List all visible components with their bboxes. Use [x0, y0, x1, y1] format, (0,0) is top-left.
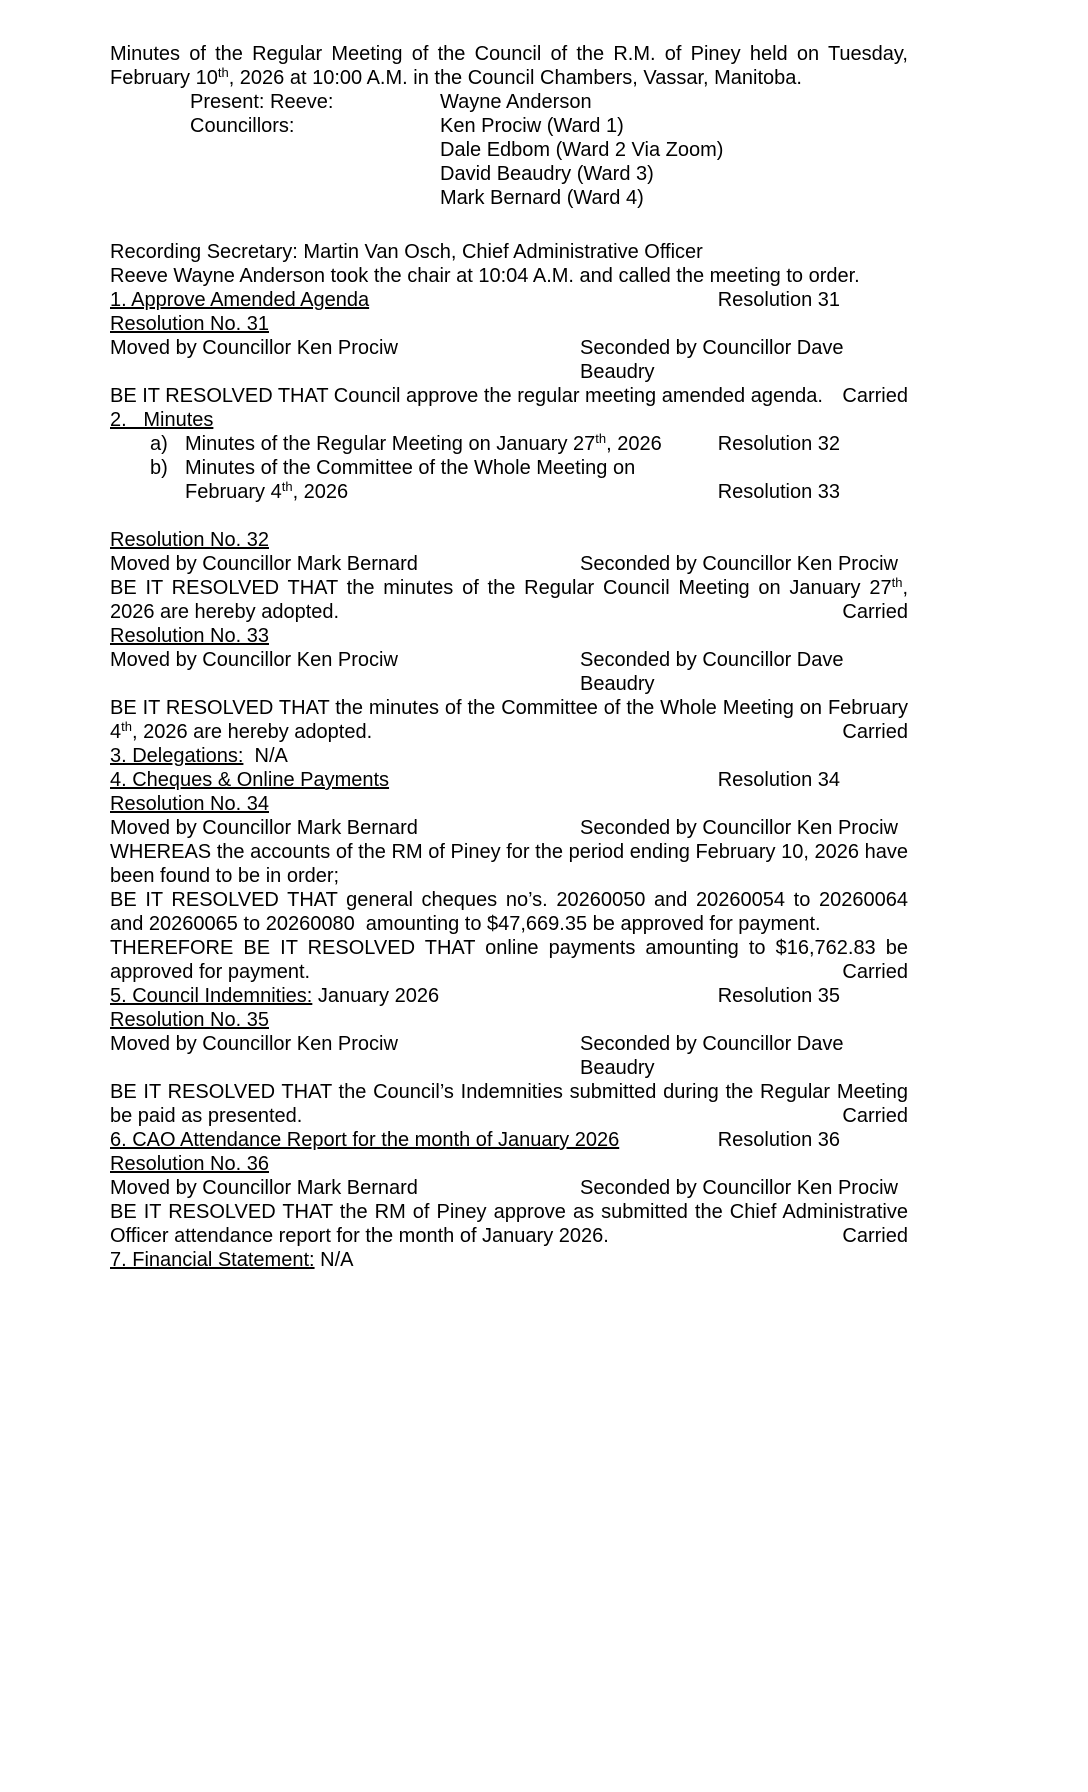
carried-label: Carried [842, 601, 908, 623]
minutes-item-a: a) Minutes of the Regular Meeting on January 27th, 2026 Resolution 32 [150, 431, 840, 455]
present-row [110, 114, 908, 138]
section-7-line: 7. Financial Statement: N/A [110, 1249, 354, 1271]
present-label: Councillors: [190, 115, 295, 137]
resolution-31-text: BE IT RESOLVED THAT Council approve the regular meeting amended agenda. Carried [110, 385, 908, 407]
present-row [110, 90, 908, 114]
resolution-34-movers [110, 816, 908, 840]
item-b-marker: b) [150, 457, 168, 479]
resolution-31-movers [110, 336, 908, 384]
resolution-no-32: Resolution No. 32 [110, 529, 269, 551]
resolution-32-text: BE IT RESOLVED THAT the minutes of the Regular Council Meeting on January 27th, 2026 are hereby adopted. Carried [110, 575, 908, 623]
attendee-name: David Beaudry (Ward 3) [440, 163, 654, 185]
online-payments-paragraph: THEREFORE BE IT RESOLVED THAT online payments amounting to $16,762.83 be approved for payment. Carried [110, 937, 908, 983]
seconded-by: Seconded by Councillor Dave Beaudry [580, 337, 844, 383]
section-1-heading: 1. Approve Amended Agenda [110, 289, 370, 311]
section-1-resolution-ref: Resolution 31 [717, 289, 840, 311]
section-4-heading: 4. Cheques & Online Payments [110, 769, 390, 791]
item-a-resolution-ref: Resolution 32 [717, 433, 840, 455]
moved-by: Moved by Councillor Ken Prociw [110, 1033, 398, 1055]
intro-paragraph: Minutes of the Regular Meeting of the Council of the R.M. of Piney held on Tuesday, February 10th, 2026 at 10:00 A.M. in the Council Chambers, Vassar, Manitoba. [110, 43, 908, 89]
cheques-paragraph: BE IT RESOLVED THAT general cheques no’s. 20260050 and 20260054 to 20260064 and 20260065 to 20260080 amounting to $47,669.35 be approved for payment. [110, 889, 908, 935]
section-6-heading: 6. CAO Attendance Report for the month of January 2026 [110, 1129, 620, 1151]
section-4-resolution-ref: Resolution 34 [717, 769, 840, 791]
present-label [190, 186, 440, 210]
seconded-by: Seconded by Councillor Dave Beaudry [580, 649, 844, 695]
section-2-heading: 2. Minutes [110, 409, 214, 431]
seconded-by: Seconded by Councillor Ken Prociw [580, 1177, 898, 1199]
moved-by: Moved by Councillor Mark Bernard [110, 553, 418, 575]
carried-label: Carried [842, 1225, 908, 1247]
attendee-name: Mark Bernard (Ward 4) [440, 187, 644, 209]
resolution-no-31: Resolution No. 31 [110, 313, 269, 335]
section-5-heading-rest: January 2026 [312, 985, 440, 1007]
seconded-by: Seconded by Councillor Ken Prociw [580, 553, 898, 575]
section-6-heading-row [110, 1128, 908, 1152]
minutes-item-b-line2: February 4th, 2026 Resolution 33 [185, 479, 840, 503]
attendee-name: Ken Prociw (Ward 1) [440, 115, 624, 137]
present-row [110, 138, 908, 162]
present-row [110, 162, 908, 186]
resolution-32-movers [110, 552, 908, 576]
present-label [190, 138, 440, 162]
section-5-heading: 5. Council Indemnities: [110, 985, 313, 1007]
resolution-36-text: BE IT RESOLVED THAT the RM of Piney approve as submitted the Chief Administrative Officer attendance report for the month of January 2026. Carried [110, 1201, 908, 1247]
attendee-name: Wayne Anderson [440, 91, 592, 113]
resolution-no-36: Resolution No. 36 [110, 1153, 269, 1175]
resolution-33-text: BE IT RESOLVED THAT the minutes of the Committee of the Whole Meeting on February 4th, 2026 are hereby adopted. Carried [110, 697, 908, 743]
carried-label: Carried [842, 385, 908, 407]
carried-label: Carried [842, 1105, 908, 1127]
moved-by: Moved by Councillor Mark Bernard [110, 1177, 418, 1199]
resolution-no-34: Resolution No. 34 [110, 793, 269, 815]
moved-by: Moved by Councillor Ken Prociw [110, 337, 398, 359]
carried-label: Carried [842, 721, 908, 743]
resolution-36-movers [110, 1176, 908, 1200]
resolution-no-33: Resolution No. 33 [110, 625, 269, 647]
section-5-heading-row [110, 984, 908, 1008]
present-label [190, 162, 440, 186]
seconded-by: Seconded by Councillor Dave Beaudry [580, 1033, 844, 1079]
resolution-35-text: BE IT RESOLVED THAT the Council’s Indemnities submitted during the Regular Meeting be paid as presented. Carried [110, 1081, 908, 1127]
call-to-order-line: Reeve Wayne Anderson took the chair at 10:04 A.M. and called the meeting to order. [110, 265, 860, 287]
section-4-heading-row [110, 768, 908, 792]
present-row [110, 186, 908, 210]
section-1-heading-row [110, 288, 908, 312]
section-2-heading-row [110, 408, 908, 432]
minutes-item-b-line1: b) Minutes of the Committee of the Whole Meeting on [150, 457, 636, 479]
resolution-no-35: Resolution No. 35 [110, 1009, 269, 1031]
section-6-resolution-ref: Resolution 36 [717, 1129, 840, 1151]
item-a-marker: a) [150, 433, 168, 455]
attendee-name: Dale Edbom (Ward 2 Via Zoom) [440, 139, 724, 161]
section-3-line: 3. Delegations: N/A [110, 745, 288, 767]
carried-label: Carried [842, 961, 908, 983]
seconded-by: Seconded by Councillor Ken Prociw [580, 817, 898, 839]
resolution-35-movers [110, 1032, 908, 1080]
present-label: Present: Reeve: [190, 91, 334, 113]
moved-by: Moved by Councillor Mark Bernard [110, 817, 418, 839]
moved-by: Moved by Councillor Ken Prociw [110, 649, 398, 671]
whereas-paragraph: WHEREAS the accounts of the RM of Piney for the period ending February 10, 2026 have been found to be in order; [110, 841, 908, 887]
resolution-33-movers [110, 648, 908, 696]
recording-secretary-line: Recording Secretary: Martin Van Osch, Chief Administrative Officer [110, 241, 703, 263]
present-block [110, 90, 908, 210]
section-5-resolution-ref: Resolution 35 [717, 985, 840, 1007]
item-b-resolution-ref: Resolution 33 [717, 481, 840, 503]
